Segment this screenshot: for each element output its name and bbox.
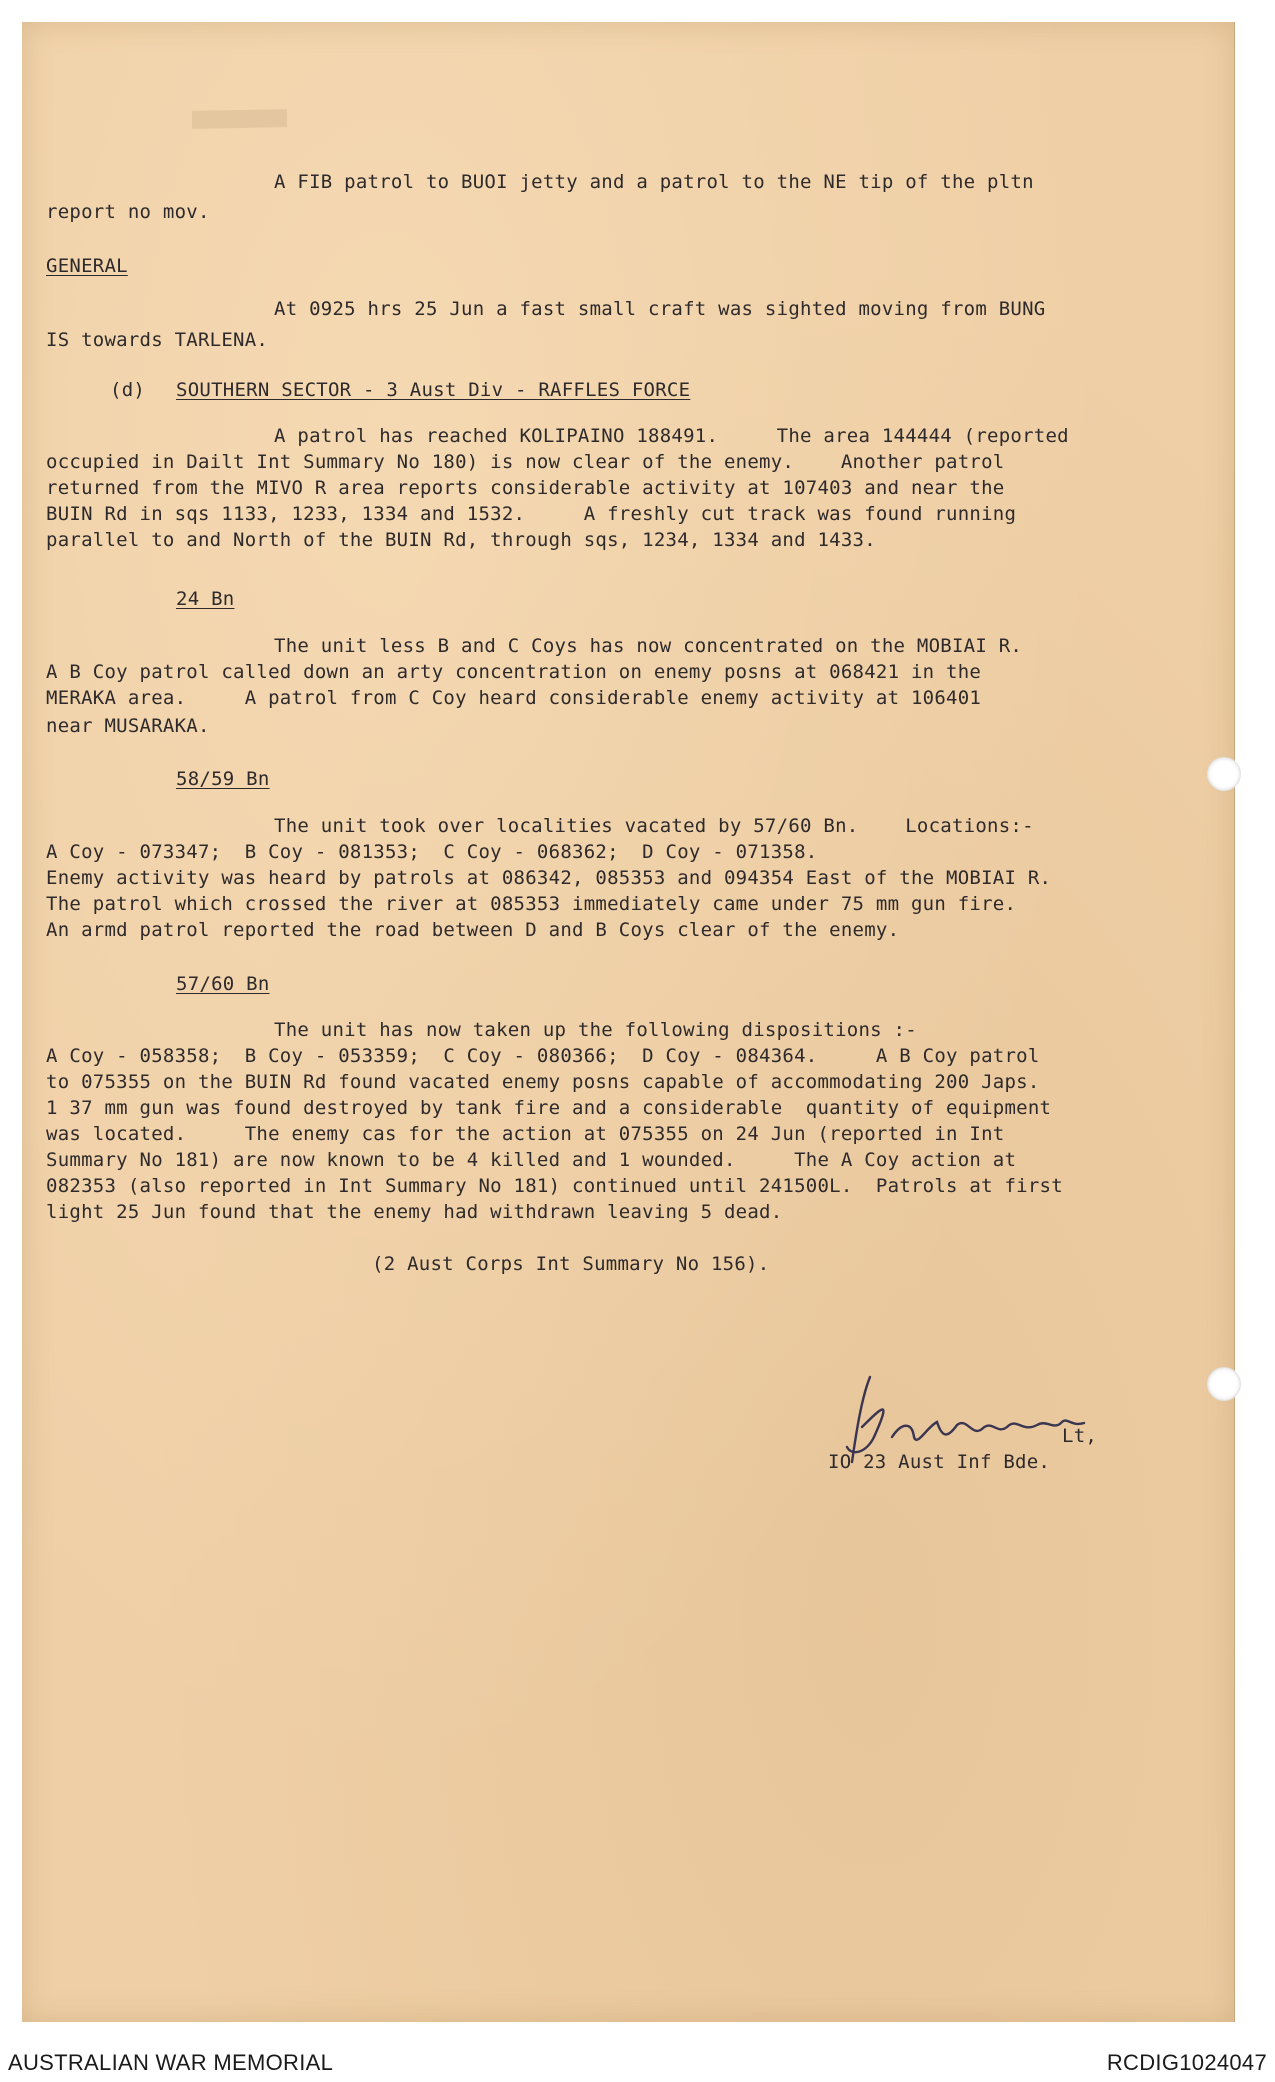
heading-southern-sector: SOUTHERN SECTOR - 3 Aust Div - RAFFLES FORCE <box>176 379 691 401</box>
text-line-9: parallel to and North of the BUIN Rd, through sqs, 1234, 1334 and 1433. <box>46 529 876 551</box>
text-line-1: A FIB patrol to BUOI jetty and a patrol to the NE tip of the pltn <box>274 171 1034 193</box>
text-line-18: An armd patrol reported the road between D and B Coys clear of the enemy. <box>46 919 900 941</box>
text-line-16: Enemy activity was heard by patrols at 086342, 085353 and 094354 East of the MOBIAI R. <box>46 867 1052 889</box>
text-line-11: A B Coy patrol called down an arty concentration on enemy posns at 068421 in the <box>46 661 982 683</box>
text-line-3: At 0925 hrs 25 Jun a fast small craft was sighted moving from BUNG <box>274 298 1046 320</box>
text-line-21: to 075355 on the BUIN Rd found vacated enemy posns capable of accommodating 200 Japs. <box>46 1071 1040 1093</box>
stamp-smudge <box>192 109 287 129</box>
text-line-5: A patrol has reached KOLIPAINO 188491. The area 144444 (reported <box>274 425 1069 447</box>
text-line-8: BUIN Rd in sqs 1133, 1233, 1334 and 1532. A freshly cut track was found running <box>46 503 1017 525</box>
text-line-22: 1 37 mm gun was found destroyed by tank fire and a considerable quantity of equipment <box>46 1097 1052 1119</box>
text-line-26: light 25 Jun found that the enemy had withdrawn leaving 5 dead. <box>46 1201 783 1223</box>
heading-24-bn: 24 Bn <box>176 588 235 610</box>
signature-unit: IO 23 Aust Inf Bde. <box>828 1451 1051 1473</box>
text-line-2: report no mov. <box>46 201 210 223</box>
text-line-20: A Coy - 058358; B Coy - 053359; C Coy - 080366; D Coy - 084364. A B Coy patrol <box>46 1045 1040 1067</box>
text-line-13: near MUSARAKA. <box>46 715 210 737</box>
text-line-19: The unit has now taken up the following dispositions :- <box>274 1019 917 1041</box>
footer-document-id: RCDIG1024047 <box>1106 2050 1267 2075</box>
signature-rank: Lt, <box>1062 1425 1098 1447</box>
punch-hole-bottom <box>1207 1367 1241 1401</box>
text-line-23: was located. The enemy cas for the action at 075355 on 24 Jun (reported in Int <box>46 1123 1005 1145</box>
heading-58-59-bn: 58/59 Bn <box>176 768 270 790</box>
text-line-7: returned from the MIVO R area reports considerable activity at 107403 and near the <box>46 477 1005 499</box>
text-line-6: occupied in Dailt Int Summary No 180) is now clear of the enemy. Another patrol <box>46 451 1005 473</box>
document-page <box>22 22 1235 2022</box>
section-label-d: (d) <box>110 379 146 401</box>
text-line-12: MERAKA area. A patrol from C Coy heard considerable enemy activity at 106401 <box>46 687 982 709</box>
text-line-25: 082353 (also reported in Int Summary No 181) continued until 241500L. Patrols at first <box>46 1175 1063 1197</box>
text-line-10: The unit less B and C Coys has now concentrated on the MOBIAI R. <box>274 635 1023 657</box>
heading-57-60-bn: 57/60 Bn <box>176 973 270 995</box>
text-line-15: A Coy - 073347; B Coy - 081353; C Coy - 068362; D Coy - 071358. <box>46 841 818 863</box>
source-reference: (2 Aust Corps Int Summary No 156). <box>372 1253 770 1275</box>
heading-general: GENERAL <box>46 255 128 277</box>
text-line-17: The patrol which crossed the river at 085353 immediately came under 75 mm gun fire. <box>46 893 1017 915</box>
punch-hole-top <box>1207 757 1241 791</box>
text-line-14: The unit took over localities vacated by 57/60 Bn. Locations:- <box>274 815 1034 837</box>
footer-archive-name: AUSTRALIAN WAR MEMORIAL <box>8 2050 334 2075</box>
text-line-4: IS towards TARLENA. <box>46 329 269 351</box>
text-line-24: Summary No 181) are now known to be 4 killed and 1 wounded. The A Coy action at <box>46 1149 1017 1171</box>
